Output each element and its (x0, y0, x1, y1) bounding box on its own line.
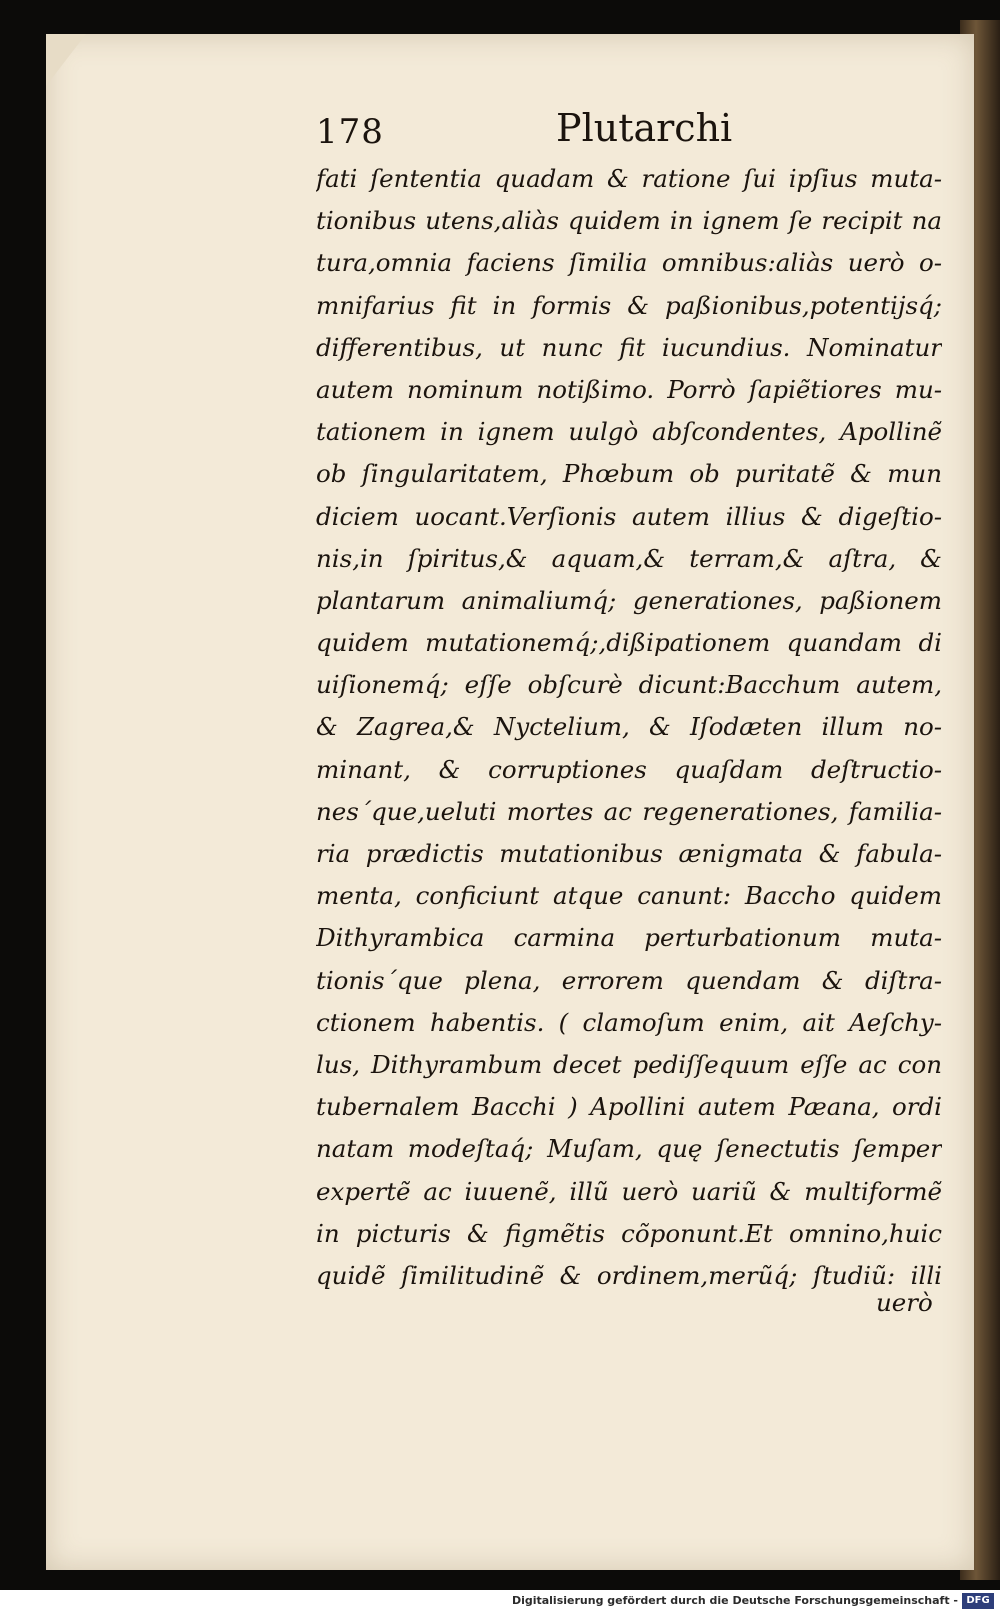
page-number: 178 (316, 112, 384, 152)
text-line: & Zagrea,& Nyctelium, & Iſodæten illum no- (316, 712, 942, 742)
digitization-credit: Digitalisierung gefördert durch die Deutsche Forschungsgemeinschaft - (511, 1594, 958, 1607)
text-line: plantarum animaliumq́; generationes, paßionem (316, 585, 942, 615)
footer-bar (0, 1590, 1000, 1615)
text-line: in picturis & figmẽtis cõponunt.Et omnino,huic (316, 1218, 942, 1248)
text-line: mnifarius fit in formis & paßionibus,potentijsq́; (316, 290, 942, 320)
text-line: ria prædictis mutationibus ænigmata & fabula- (316, 839, 942, 868)
text-line: menta, conficiunt atque canunt: Baccho quidem (316, 881, 942, 911)
text-line: Dithyrambica carmina perturbationum muta- (316, 923, 942, 953)
text-line: uiſionemq́; eſſe obſcurè dicunt:Bacchum autem, (316, 670, 942, 700)
text-line: lus, Dithyrambum decet pediſſequum eſſe ac con (316, 1049, 942, 1079)
text-line: minant, & corruptiones quaſdam deſtructio- (316, 754, 942, 784)
text-line: quidẽ ſimilitudinẽ & ordinem,merũq́; ſtudiũ: illi (316, 1260, 942, 1290)
text-line: differentibus, ut nunc fit iucundius. Nominatur (316, 332, 942, 362)
text-line: ob ſingularitatem, Phœbum ob puritatẽ & mun (316, 459, 942, 489)
text-line: diciem uocant.Verſionis autem illius & digeſtio- (316, 501, 942, 531)
text-block (316, 158, 942, 1297)
text-line: natam modeſtaq́; Muſam, quę ſenectutis ſemper (316, 1134, 942, 1164)
text-line: tura,omnia faciens ſimilia omnibus:aliàs uerò o- (316, 248, 942, 278)
text-line: tionis´que plena, errorem quendam & diſtra- (316, 965, 942, 995)
text-line: quidem mutationemq́;,dißipationem quandam di (316, 628, 942, 658)
catchword: uerò (876, 1288, 933, 1317)
text-line: expertẽ ac iuuenẽ, illũ uerò uariũ & multiformẽ (316, 1176, 942, 1206)
text-line: fati ſententia quadam & ratione ſui ipſius muta- (316, 164, 942, 193)
page-corner-fold (46, 34, 86, 86)
text-line: autem nominum notißimo. Porrò ſapiẽtiores mu- (316, 374, 942, 404)
text-line: nis,in ſpiritus,& aquam,& terram,& aſtra, & (316, 543, 942, 573)
text-line: ctionem habentis. ( clamoſum enim, ait Aeſchy- (316, 1007, 942, 1037)
text-line: tationem in ignem uulgò abſcondentes, Apollinẽ (316, 417, 942, 447)
text-line: tubernalem Bacchi ) Apollini autem Pæana, ordi (316, 1092, 942, 1122)
running-head: Plutarchi (556, 106, 733, 150)
text-line: tionibus utens,aliàs quidem in ignem ſe recipit na (316, 206, 942, 236)
dfg-logo: DFG (962, 1593, 994, 1609)
text-line: nes´que,ueluti mortes ac regenerationes, familia- (316, 796, 942, 826)
